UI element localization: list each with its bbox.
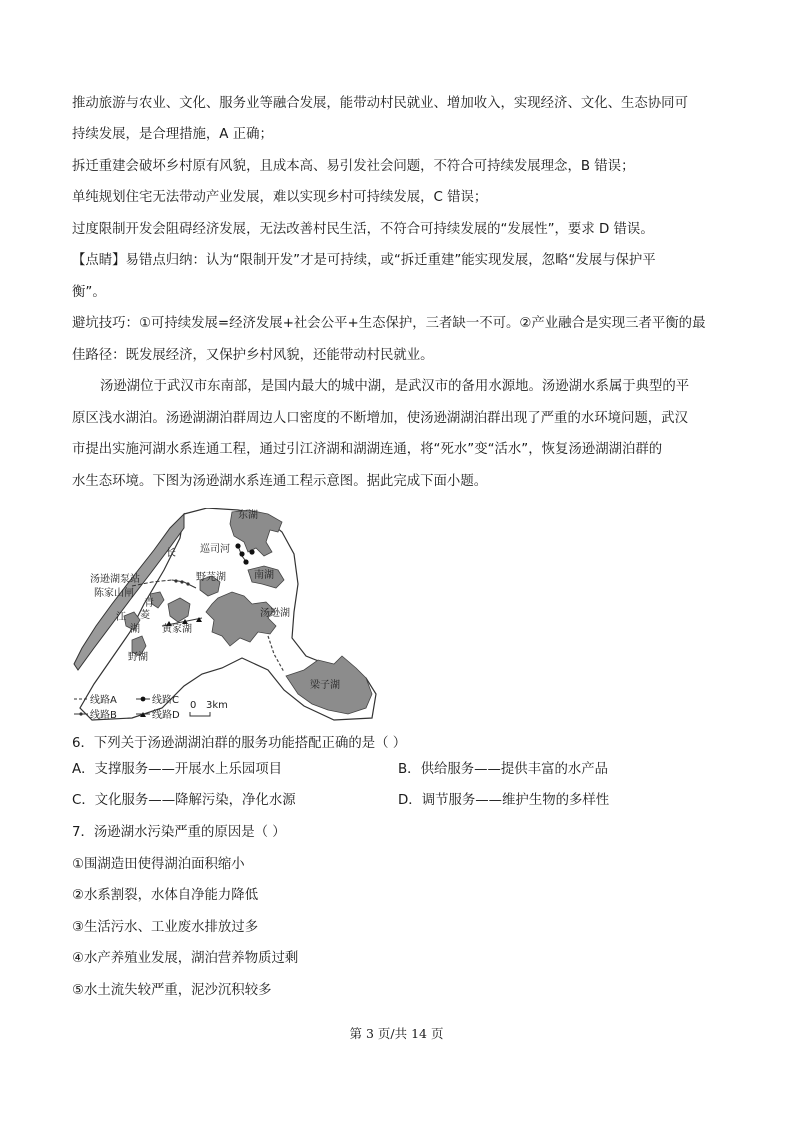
q6-option-b[interactable]: B．供给服务——提供丰富的水产品 [398,762,609,777]
q6-option-a[interactable]: A．支撑服务——开展水上乐园项目 [72,762,283,777]
legend-route-c: 线路C [152,695,179,706]
label-chenjiashan: 陈家山闸 [94,588,134,599]
analysis-d: 过度限制开发会阻碍经济发展，无法改善村民生活，不符合可持续发展的“发展性”，要求 D 错误。 [72,222,654,237]
label-yehu: 野湖 [128,652,148,663]
q6-option-d[interactable]: D．调节服务——维护生物的多样性 [398,793,610,808]
label-chang: 长 [166,548,176,559]
point-line2: 衡”。 [72,285,106,300]
legend-route-a: 线路A [90,695,117,706]
analysis-c: 单纯规划住宅无法带动产业发展，难以实现乡村可持续发展，C 错误； [72,190,488,205]
label-ling: 菱 [140,610,150,621]
label-jiang: 江 [116,612,126,623]
point-line1: 【点睛】易错点归纳：认为“限制开发”才是可持续，或“拆迁重建”能实现发展，忽略“发展与保护平 [72,253,656,268]
label-hu: 湖 [130,624,140,635]
page-number: 第 3 页/共 14 页 [349,1026,444,1041]
label-xunsihe: 巡司河 [200,544,230,555]
legend-route-b: 线路B [90,710,117,721]
q7-item-5: ⑤水土流失较严重，泥沙沉积较多 [72,983,272,998]
q7-item-3: ③生活污水、工业废水排放过多 [72,920,259,935]
q7-item-2: ②水系割裂，水体自净能力降低 [72,888,259,903]
label-pumping-station: 汤逊湖泵站 [90,574,140,585]
label-yehuahu: 野芫湖 [196,572,226,583]
q6-option-c[interactable]: C．文化服务——降解污染，净化水源 [72,793,296,808]
passage-line4: 水生态环境。下图为汤逊湖水系连通工程示意图。据此完成下面小题。 [72,474,488,489]
lake-system-map [72,508,378,722]
q7-item-1: ①围湖造田使得湖泊面积缩小 [72,857,245,872]
q7-item-4: ④水产养殖业发展，湖泊营养物质过剩 [72,951,299,966]
label-liangzihu: 梁子湖 [310,680,340,691]
label-donghu: 东湖 [238,510,258,521]
tip-line2: 佳路径：既发展经济，又保护乡村风貌，还能带动村民就业。 [72,348,434,363]
analysis-a-line1: 推动旅游与农业、文化、服务业等融合发展，能带动村民就业、增加收入，实现经济、文化、生态协同可 [72,96,688,111]
analysis-b: 拆迁重建会破坏乡村原有风貌，且成本高、易引发社会问题，不符合可持续发展理念，B 错误； [72,159,635,174]
passage-line3: 市提出实施河湖水系连通工程，通过引江济湖和湖湖连通，将“死水”变“活水”，恢复汤逊湖湖泊群的 [72,442,663,457]
scale-zero: 0 [190,700,197,711]
passage-line1: 汤逊湖位于武汉市东南部，是国内最大的城中湖，是武汉市的备用水源地。汤逊湖水系属于典型的平 [100,379,690,394]
passage-line2: 原区浅水湖泊。汤逊湖湖泊群周边人口密度的不断增加，使汤逊湖湖泊群出现了严重的水环境问题，武汉 [72,411,688,426]
q6-stem: 6．下列关于汤逊湖湖泊群的服务功能搭配正确的是（ ） [72,736,407,751]
legend-route-d: 线路D [152,710,180,721]
analysis-a-line2: 持续发展，是合理措施，A 正确； [72,127,273,142]
label-qing: 青 [144,598,154,609]
label-huangjiahu: 黄家湖 [162,624,192,635]
label-tangxunhu: 汤逊湖 [260,608,290,619]
label-nanhu: 南湖 [254,570,274,581]
q7-stem: 7．汤逊湖水污染严重的原因是（ ） [72,825,286,840]
tip-line1: 避坑技巧：①可持续发展=经济发展+社会公平+生态保护，三者缺一不可。②产业融合是实现三者平衡的最 [72,316,706,331]
scale-label: 3km [206,700,228,711]
